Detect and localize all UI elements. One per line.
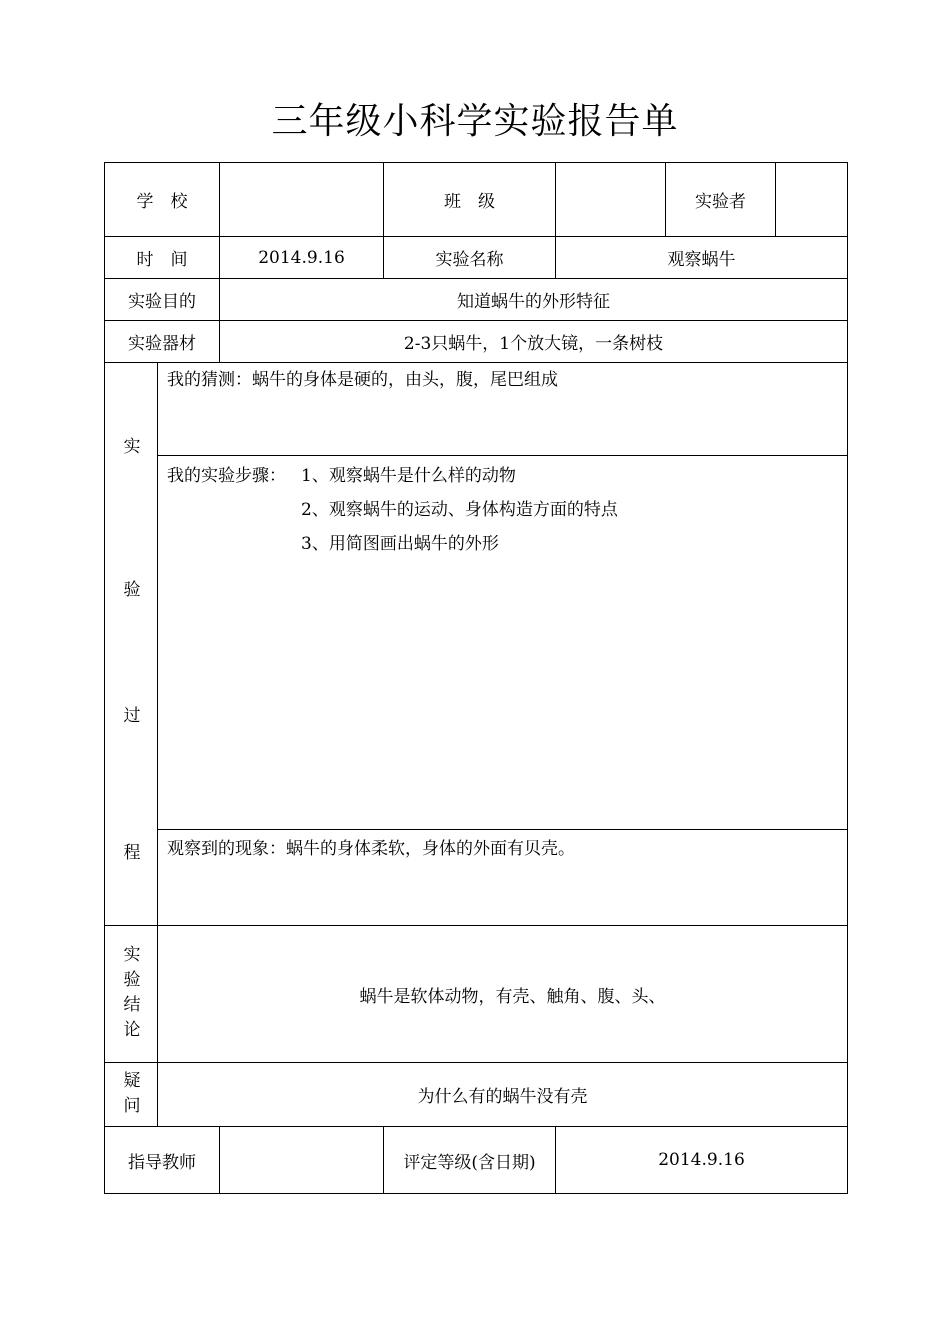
grade-value: 2014.9.16	[658, 1150, 745, 1170]
process-label-char: 验	[123, 580, 141, 600]
conclusion-label-char: 结	[123, 995, 141, 1015]
question-label-char: 问	[123, 1096, 141, 1116]
school-value[interactable]	[220, 163, 383, 236]
teacher-label: 指导教师	[128, 1152, 196, 1173]
experiment-name-value: 观察蜗牛	[667, 250, 736, 270]
time-label: 时 间	[136, 250, 188, 270]
process-label-char: 实	[123, 437, 141, 457]
step-item: 2、观察蜗牛的运动、身体构造方面的特点	[301, 500, 618, 520]
conclusion-value: 蜗牛是软体动物，有壳、触角、腹、头、	[359, 986, 666, 1007]
purpose-label: 实验目的	[128, 292, 196, 312]
step-item: 3、用简图画出蜗牛的外形	[301, 534, 499, 554]
steps-label: 我的实验步骤：	[167, 466, 286, 486]
conclusion-label-char: 论	[123, 1020, 141, 1040]
hypothesis-text: 我的猜测：蜗牛的身体是硬的，由头，腹，尾巴组成	[167, 370, 558, 390]
experimenter-value[interactable]	[776, 163, 847, 236]
grade-label: 评定等级(含日期)	[403, 1152, 536, 1173]
question-label-char: 疑	[123, 1071, 141, 1091]
experimenter-label: 实验者	[695, 192, 746, 212]
purpose-value: 知道蜗牛的外形特征	[457, 292, 610, 312]
question-value: 为什么有的蜗牛没有壳	[417, 1087, 588, 1107]
class-value[interactable]	[556, 163, 665, 236]
class-label: 班 级	[444, 192, 495, 212]
time-value: 2014.9.16	[258, 247, 345, 268]
table-border-right	[847, 162, 848, 1194]
conclusion-label-char: 实	[123, 945, 141, 965]
materials-label: 实验器材	[128, 334, 196, 354]
process-label-char: 程	[123, 843, 141, 863]
observation-text: 观察到的现象：蜗牛的身体柔软，身体的外面有贝壳。	[167, 839, 575, 859]
materials-value: 2-3只蜗牛，1个放大镜，一条树枝	[403, 334, 664, 354]
teacher-value[interactable]	[220, 1127, 383, 1193]
school-label: 学 校	[136, 192, 188, 212]
experiment-name-label: 实验名称	[435, 250, 504, 270]
step-item: 1、观察蜗牛是什么样的动物	[301, 466, 516, 486]
process-label-char: 过	[123, 706, 141, 726]
conclusion-label	[105, 943, 159, 1043]
question-label	[105, 1069, 159, 1119]
row-divider	[157, 829, 848, 830]
conclusion-label-char: 验	[123, 970, 141, 990]
row-divider	[157, 455, 848, 456]
table-border-bottom	[104, 1193, 848, 1194]
row-divider	[104, 362, 848, 363]
page-title: 三年级小科学实验报告单	[271, 101, 679, 142]
